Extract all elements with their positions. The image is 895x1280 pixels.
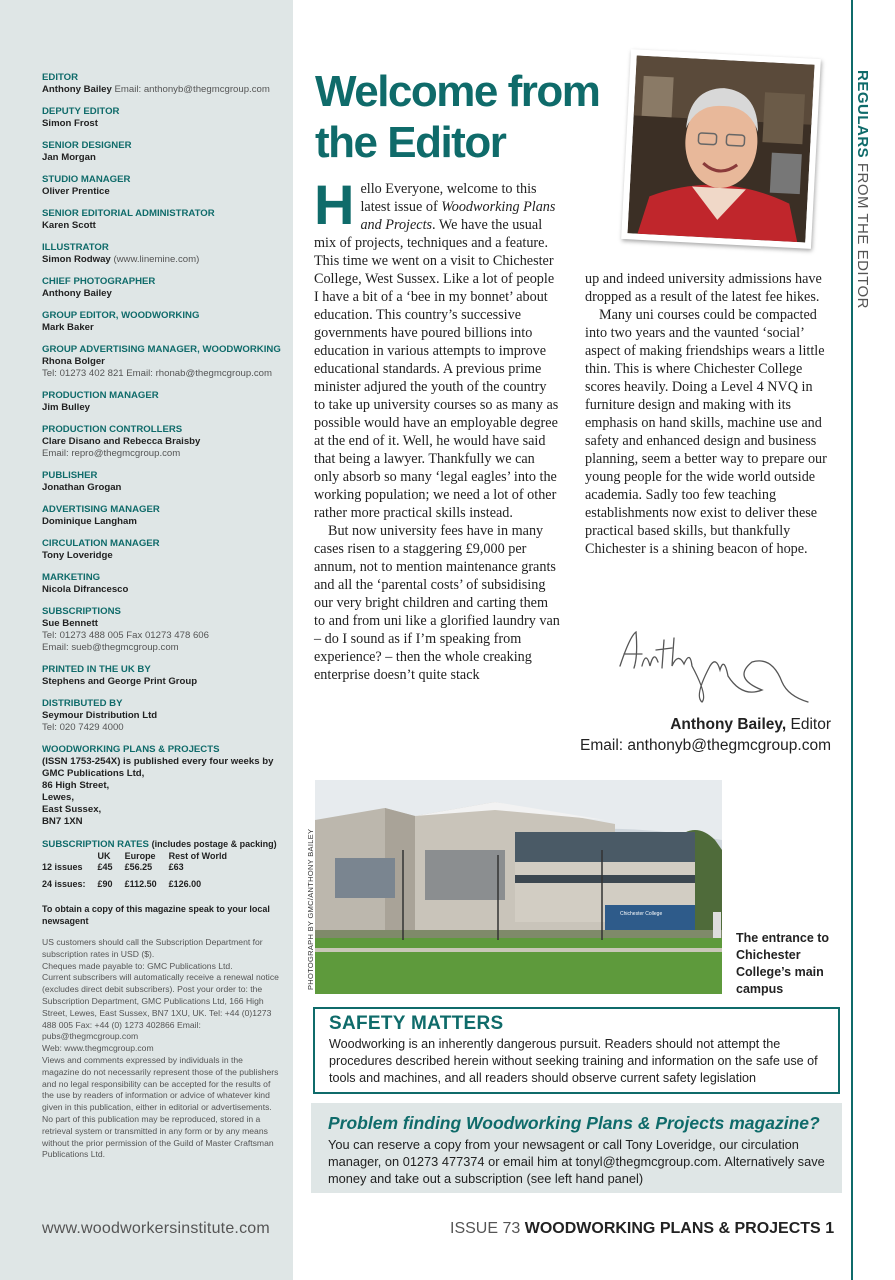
signoff-email[interactable]: Email: anthonyb@thegmcgroup.com xyxy=(580,737,831,754)
photo-caption: The entrance to Chichester College’s main campus xyxy=(736,931,830,996)
masthead-name xyxy=(42,84,282,96)
subscription-rates xyxy=(42,838,282,927)
rates-cell: 12 issues xyxy=(42,862,83,872)
masthead-name-text: Dominique Langham xyxy=(42,516,137,527)
photo-credit: PHOTOGRAPH BY GMC/ANTHONY BAILEY xyxy=(306,828,315,990)
page-title: Welcome from the Editor xyxy=(315,67,600,167)
masthead-name xyxy=(42,220,282,232)
publication-line: Lewes, xyxy=(42,792,74,803)
section-rule xyxy=(851,0,853,1280)
rates-cell: 24 issues: xyxy=(42,878,86,889)
small-print-line: US customers should call the Subscription Department for subscription rates in USD ($). xyxy=(42,937,263,959)
paragraph-fees: But now university fees have in many cases risen to a staggering £9,000 per annum, not to mention maintenance grants and all the ‘parental costs’ of subsidising our very bright children and carting them to and from uni like a glorified laundry van – do I sound as if I’m speaking from experience? – then the whole creaking enterprise doesn’t quite stack xyxy=(314,523,560,683)
masthead-name xyxy=(42,482,282,494)
rates-note: (includes postage & packing) xyxy=(151,839,277,849)
masthead-role: DISTRIBUTED BY xyxy=(42,698,123,709)
masthead-name-text: Karen Scott xyxy=(42,220,96,231)
page-folio xyxy=(450,1220,834,1238)
masthead-name xyxy=(42,402,282,414)
masthead xyxy=(42,72,282,1161)
publication-line: 86 High Street, xyxy=(42,780,110,791)
masthead-name-text: Mark Baker xyxy=(42,322,94,333)
masthead-role: PRINTED IN THE UK BY xyxy=(42,664,151,675)
magazine-title: Woodworking Plans and Projects xyxy=(360,199,556,233)
drop-cap: H xyxy=(314,173,355,236)
masthead-entry xyxy=(42,344,282,380)
masthead-entry xyxy=(42,698,282,734)
rates-header-cell: Rest of World xyxy=(168,851,227,861)
masthead-name-text: Jonathan Grogan xyxy=(42,482,122,493)
masthead-name-text: Simon Frost xyxy=(42,118,98,129)
masthead-inline: Email: anthonyb@thegmcgroup.com xyxy=(114,84,270,95)
publication-line: GMC Publications Ltd, xyxy=(42,768,145,779)
masthead-role: EDITOR xyxy=(42,72,79,83)
availability-notice xyxy=(311,1103,842,1193)
rates-header-cell xyxy=(42,851,98,862)
masthead-role: CHIEF PHOTOGRAPHER xyxy=(42,276,156,287)
newsagent-note: To obtain a copy of this magazine speak to your local newsagent xyxy=(42,904,270,926)
section-label xyxy=(854,70,871,309)
issue-number: ISSUE 73 xyxy=(450,1220,521,1237)
masthead-name xyxy=(42,322,282,334)
masthead-name-text: Jim Bulley xyxy=(42,402,90,413)
masthead-detail: Email: sueb@thegmcgroup.com xyxy=(42,642,179,653)
publication-line: East Sussex, xyxy=(42,804,102,815)
masthead-name-text: Stephens and George Print Group xyxy=(42,676,198,687)
masthead-name-text: Jan Morgan xyxy=(42,152,96,163)
masthead-name-text: Sue Bennett xyxy=(42,618,98,629)
magazine-name: WOODWORKING PLANS & PROJECTS xyxy=(524,1220,821,1237)
masthead-entry xyxy=(42,504,282,528)
publication-info xyxy=(42,744,282,828)
rates-header-cell: UK xyxy=(97,851,111,861)
masthead-name xyxy=(42,584,282,596)
masthead-entry xyxy=(42,242,282,266)
masthead-name xyxy=(42,436,282,448)
masthead-role: PRODUCTION CONTROLLERS xyxy=(42,424,183,435)
editor-portrait-image xyxy=(627,55,814,242)
paragraph-admissions: up and indeed university admissions have dropped as a result of the latest fee hikes. xyxy=(585,271,822,305)
masthead-detail: Tel: 01273 488 005 Fax 01273 478 606 xyxy=(42,630,209,641)
masthead-name-text: Nicola Difrancesco xyxy=(42,584,129,595)
small-print-line: Current subscribers will automatically receive a renewal notice (excludes direct debit subscribers). Post your order to: the Subscription Department, GMC Publications Ltd, 166 High Street, Lewes, East Sussex, BN7 1XU, UK. Tel: +44 (0)1273 488 005 Fax: +44 (0) 1273 402866 Email: pubs@thegmcgroup.com xyxy=(42,972,279,1042)
publication-title: WOODWORKING PLANS & PROJECTS xyxy=(42,744,220,755)
rates-title-text: SUBSCRIPTION RATES xyxy=(42,839,149,850)
signoff-role: Editor xyxy=(790,716,831,733)
masthead-entry xyxy=(42,424,282,460)
masthead-role: SENIOR DESIGNER xyxy=(42,140,132,151)
masthead-name-text: Oliver Prentice xyxy=(42,186,110,197)
masthead-entry xyxy=(42,538,282,562)
safety-title: SAFETY MATTERS xyxy=(329,1013,504,1034)
paragraph-chichester: Many uni courses could be compacted into two years and the vaunted ‘social’ aspect of making friendships wears a little thin. This is where Chichester College scores heavily. Doing a Level 4 NVQ in furniture design and making with its emphasis on hand skills, machine use and safety and enhanced design and business planning, seem a better way to prepare our young people for the wide world outside academia. Sadly too few teaching establishments now exist to deliver these practical based skills, but thankfully Chichester is a shining beacon of hope. xyxy=(585,307,827,557)
masthead-name-text: Tony Loveridge xyxy=(42,550,113,561)
article-column-2 xyxy=(585,270,827,558)
rates-header-cell: Europe xyxy=(124,851,156,861)
masthead-name xyxy=(42,710,282,722)
masthead-entry xyxy=(42,390,282,414)
masthead-entry xyxy=(42,276,282,300)
masthead-name xyxy=(42,152,282,164)
article-column-1 xyxy=(314,173,560,684)
intro-text: ello Everyone, welcome to this latest issue of xyxy=(360,181,537,215)
masthead-name xyxy=(42,676,282,688)
masthead-entry xyxy=(42,208,282,232)
masthead-name xyxy=(42,618,282,630)
publication-line: (ISSN 1753-254X) is published every four weeks by xyxy=(42,756,274,767)
editor-signature xyxy=(612,626,822,706)
masthead-name xyxy=(42,118,282,130)
masthead-name xyxy=(42,356,282,368)
rates-row xyxy=(42,873,239,895)
safety-box xyxy=(313,1007,840,1094)
signoff-name-bold: Anthony Bailey, xyxy=(670,716,787,733)
rates-row xyxy=(42,862,239,873)
masthead-role: ILLUSTRATOR xyxy=(42,242,109,253)
masthead-entry xyxy=(42,606,282,654)
notice-title: Problem finding Woodworking Plans & Projects magazine? xyxy=(328,1113,820,1133)
masthead-entry xyxy=(42,664,282,688)
masthead-detail: Email: repro@thegmcgroup.com xyxy=(42,448,181,459)
masthead-name-text: Anthony Bailey xyxy=(42,288,112,299)
rates-cell: £56.25 xyxy=(124,862,153,872)
masthead-entry xyxy=(42,72,282,96)
masthead-role: CIRCULATION MANAGER xyxy=(42,538,160,549)
rates-cell: £126.00 xyxy=(168,878,202,889)
small-print-line: Web: www.thegmcgroup.com xyxy=(42,1043,154,1054)
editor-portrait xyxy=(621,49,821,249)
masthead-entry xyxy=(42,140,282,164)
masthead-role: PUBLISHER xyxy=(42,470,98,481)
masthead-role: SUBSCRIPTIONS xyxy=(42,606,121,617)
small-print xyxy=(42,937,282,1161)
masthead-name-text: Clare Disano and Rebecca Braisby xyxy=(42,436,201,447)
masthead-role: GROUP ADVERTISING MANAGER, WOODWORKING xyxy=(42,344,281,355)
masthead-name xyxy=(42,186,282,198)
masthead-entry xyxy=(42,310,282,334)
masthead-role: GROUP EDITOR, WOODWORKING xyxy=(42,310,200,321)
website-url[interactable]: www.woodworkersinstitute.com xyxy=(42,1220,270,1237)
rates-cell: £45 xyxy=(97,862,113,872)
masthead-name xyxy=(42,254,282,266)
masthead-entry xyxy=(42,470,282,494)
masthead-role: PRODUCTION MANAGER xyxy=(42,390,159,401)
masthead-name-text: Rhona Bolger xyxy=(42,356,105,367)
small-print-line: Cheques made payable to: GMC Publications Ltd. xyxy=(42,960,233,971)
masthead-role: MARKETING xyxy=(42,572,101,583)
masthead-name xyxy=(42,288,282,300)
intro-text-continued: . We have the usual mix of projects, techniques and a feature. This time we went on a visit to Chichester College, West Sussex. Like a lot of people I have a bit of a ‘bee in my bonnet’ about education. This country’s successive governments have poured billions into education in various attempts to improve educational standards. A previous prime minister adjured the youth of the country to take up university courses so as many as possible would have an employable degree at the end of it. Well, he would have said that being a lawyer. Thankfully we can only absorb so many ‘legal eagles’ into the working population; we need a lot of other rather more practical skills instead. xyxy=(314,217,559,521)
small-print-line: Views and comments expressed by individuals in the magazine do not necessarily represent those of the publishers and no legal responsibility can be accepted for the results of the use by readers of information or advice of whatever kind given in this publication, either in editorial or advertisements. No part of this publication may be reproduced, stored in a retrieval system or transmitted in any form or by any means without the prior permission of the Guild of Master Craftsman Publications Ltd. xyxy=(42,1054,279,1160)
masthead-entry xyxy=(42,572,282,596)
masthead-role: ADVERTISING MANAGER xyxy=(42,504,160,515)
masthead-detail: Tel: 01273 402 821 Email: rhonab@thegmcgroup.com xyxy=(42,368,273,379)
rates-cell: £90 xyxy=(97,878,113,889)
masthead-name-text: Anthony Bailey xyxy=(42,84,112,95)
masthead-inline: (www.linemine.com) xyxy=(113,254,200,265)
rates-header-row xyxy=(42,851,239,862)
masthead-entry xyxy=(42,174,282,198)
masthead-name xyxy=(42,516,282,528)
masthead-role: SENIOR EDITORIAL ADMINISTRATOR xyxy=(42,208,215,219)
rates-table xyxy=(42,851,239,895)
rates-heading xyxy=(42,838,282,851)
safety-text: Woodworking is an inherently dangerous pursuit. Readers should not attempt the procedures described herein without seeking training and information on the safe use of tools and machines, and all readers should observe current safety legislation xyxy=(329,1037,818,1085)
campus-photo xyxy=(315,780,722,994)
masthead-name-text: Seymour Distribution Ltd xyxy=(42,710,158,721)
building-sign-text: Chichester College xyxy=(620,911,663,917)
section-label-main: REGULARS xyxy=(854,70,871,159)
signoff-name xyxy=(560,716,831,734)
masthead-role: DEPUTY EDITOR xyxy=(42,106,120,117)
masthead-name-text: Simon Rodway xyxy=(42,254,111,265)
notice-text: You can reserve a copy from your newsagent or call Tony Loveridge, our circulation manager, on 01273 477374 or email him at tonyl@thegmcgroup.com. Alternatively save money and take out a subscription (see left hand panel) xyxy=(328,1137,825,1186)
masthead-detail: Tel: 020 7429 4000 xyxy=(42,722,124,733)
publication-line: BN7 1XN xyxy=(42,816,83,827)
section-label-sub: FROM THE EDITOR xyxy=(854,162,871,309)
rates-cell: £63 xyxy=(168,862,184,872)
masthead-entry xyxy=(42,106,282,130)
rates-cell: £112.50 xyxy=(124,878,157,889)
page-number: 1 xyxy=(825,1220,835,1237)
masthead-role: STUDIO MANAGER xyxy=(42,174,131,185)
masthead-name xyxy=(42,550,282,562)
